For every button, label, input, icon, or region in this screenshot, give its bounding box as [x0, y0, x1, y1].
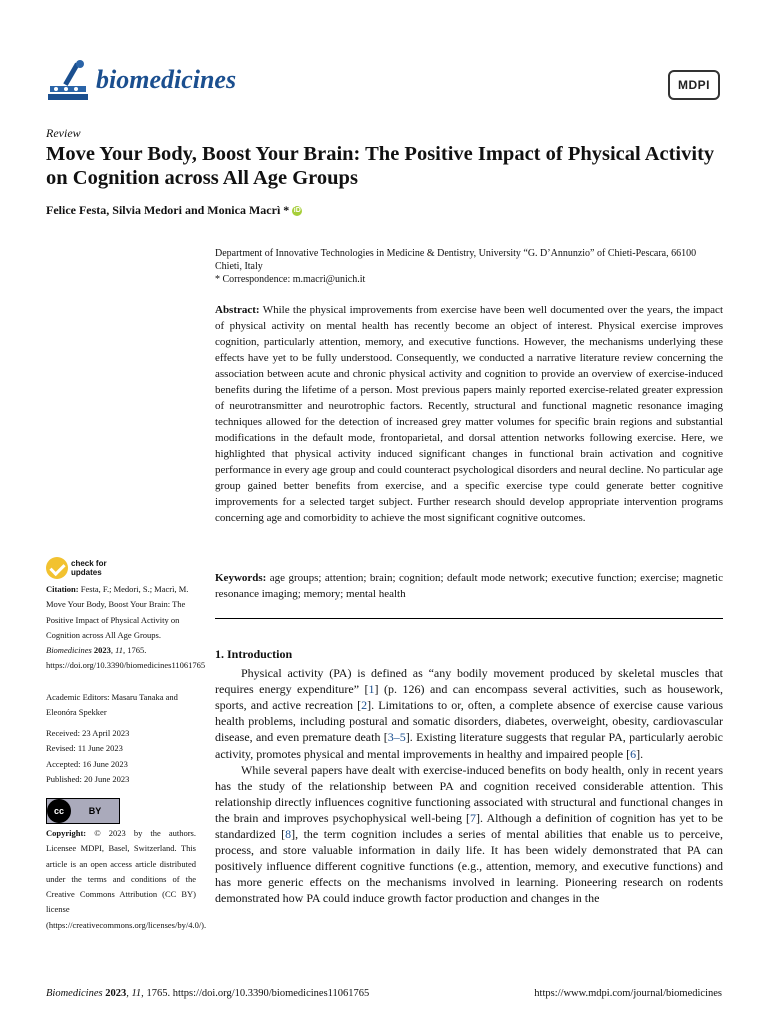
- journal-url[interactable]: https://www.mdpi.com/journal/biomedicines: [534, 988, 722, 999]
- check-for-updates-badge[interactable]: check for updates: [46, 557, 107, 579]
- citation-link[interactable]: 1: [368, 682, 375, 697]
- citation-info: Citation: Festa, F.; Medori, S.; Macrì, M. Move Your Body, Boost Your Brain: The Positive Impact of Physical Activity on Cognition across All Age Groups. Biomedicines 2023, 11, 1765. https://doi.org/10.3390/biomedicines11061765: [46, 584, 206, 671]
- cc-icon: cc: [47, 799, 71, 823]
- cc-by-license-badge[interactable]: [46, 798, 120, 824]
- author-list: [46, 203, 302, 218]
- paragraph: Physical activity (PA) is defined as “any bodily movement produced by skeletal muscles that requires energy expenditure” [1] (p. 126) and can encompass several activities, such as housework, sports, and active recreation [2]. Limitations to or, often, a complete absence of exercise cause various health problems, including postural and somatic disorders, diabetes, overweight, obesity, cardiovascular disease, and even premature death [3–5]. Existing literature suggests that regular PA, particularly aerobic activity, promotes physical and mental improvements in healthy and impaired people [6].: [215, 666, 724, 761]
- citation-link[interactable]: 7: [470, 810, 477, 825]
- citation-link[interactable]: 6: [630, 746, 637, 761]
- publisher-logo[interactable]: MDPI: [668, 70, 720, 100]
- checkmark-icon: [46, 557, 68, 579]
- abstract-label: Abstract:: [215, 304, 260, 316]
- introduction-section: [215, 646, 723, 907]
- citation-link[interactable]: 3–5: [387, 730, 406, 745]
- section-heading: 1. Introduction: [215, 647, 293, 661]
- keywords-text: age groups; attention; brain; cognition; default mode network; executive function; exercise; magnetic resonance imaging; memory; mental health: [215, 572, 723, 600]
- authors-text: Felice Festa, Silvia Medori and Monica Macrì *: [46, 203, 290, 217]
- keywords: [215, 570, 723, 602]
- page-footer: [46, 988, 722, 999]
- orcid-icon[interactable]: iD: [293, 207, 301, 215]
- abstract: [215, 302, 723, 526]
- dates: Received: 23 April 2023 Revised: 11 June 2023 Accepted: 16 June 2023 Published: 20 June 2023: [46, 728, 130, 784]
- by-icon: BY: [88, 806, 102, 816]
- affiliation: Department of Innovative Technologies in Medicine & Dentistry, University “G. D’Annunzio” of Chieti-Pescara, 66100 Chieti, Italy: [215, 248, 697, 272]
- microscope-icon: [46, 58, 90, 102]
- paragraph: While several papers have dealt with exercise-induced benefits on body health, only in recent years has the study of the relationship between PA and cognition received considerable attention. This relationship directly influences cognitive functioning associated with structural and functional changes in the brain and improves psychophysical well-being [7]. Although a definition of cognition has yet to be standardized [8], the term cognition includes a series of mental abilities that enable us to perceive, process, and store valuable information in daily life. It has been widely demonstrated that PA can positively influence different cognitive functions (e.g., attention, memory, and executive functions) and has more generic effects on the mechanisms involved in learning. Pioneering research on rodents demonstrated how PA could induce growth factor production and changes in the: [215, 762, 724, 906]
- citation-link[interactable]: 2: [361, 698, 368, 713]
- keywords-label: Keywords:: [215, 572, 267, 584]
- correspondence: * Correspondence: m.macri@unich.it: [215, 274, 366, 285]
- article-title: Move Your Body, Boost Your Brain: The Positive Impact of Physical Activity on Cognition across All Age Groups: [46, 143, 715, 189]
- journal-logo[interactable]: [46, 58, 236, 102]
- academic-editors: Academic Editors: Masaru Tanaka and Eleonóra Spekker: [46, 692, 178, 718]
- footer-citation: Biomedicines 2023, 11, 1765. https://doi.org/10.3390/biomedicines11061765: [46, 988, 370, 999]
- section-divider: [215, 618, 723, 619]
- journal-name: biomedicines: [96, 65, 237, 94]
- article-type: Review: [46, 126, 81, 140]
- abstract-text: While the physical improvements from exercise have been well documented over the years, the impact of physical activity on mental health has recently become an object of interest. Physical exercise improves cognition, particularly attention, memory, and executive functions. However, the mechanisms underlying these effects have yet to be fully understood. Consequently, we conducted a narrative literature review concerning the association between acute and chronic physical activity and cognition to provide an overview of exercise-induced benefits during the lifetime of a person. Most previous papers mainly reported exercise-related greater expression of neurotransmitter and neurotrophic factors. Recently, structural and functional magnetic resonance imaging techniques allowed for the detection of increased grey matter volumes for specific brain regions and substantial modifications in the default mode, frontoparietal, and dorsal attention networks following exercise. Here, we highlighted that physical activity induced significant changes in functional brain activation and cognitive performance in every age group and could counteract psychological disorders and neural decline. No particular age group gained better benefits from exercise, and a specific exercise type could generate better cognitive improvements for a selected target subject. Further research should develop appropriate intervention programs concerning age and comorbidity to achieve the most significant cognitive outcomes.: [215, 304, 723, 524]
- affiliation-block: [215, 247, 725, 286]
- citation-link[interactable]: 8: [285, 827, 292, 842]
- copyright-info: Copyright: © 2023 by the authors. Licensee MDPI, Basel, Switzerland. This article is an open access article distributed under the terms and conditions of the Creative Commons Attribution (CC BY) license (https://creativecommons.org/licenses/by/4.0/).: [46, 828, 207, 930]
